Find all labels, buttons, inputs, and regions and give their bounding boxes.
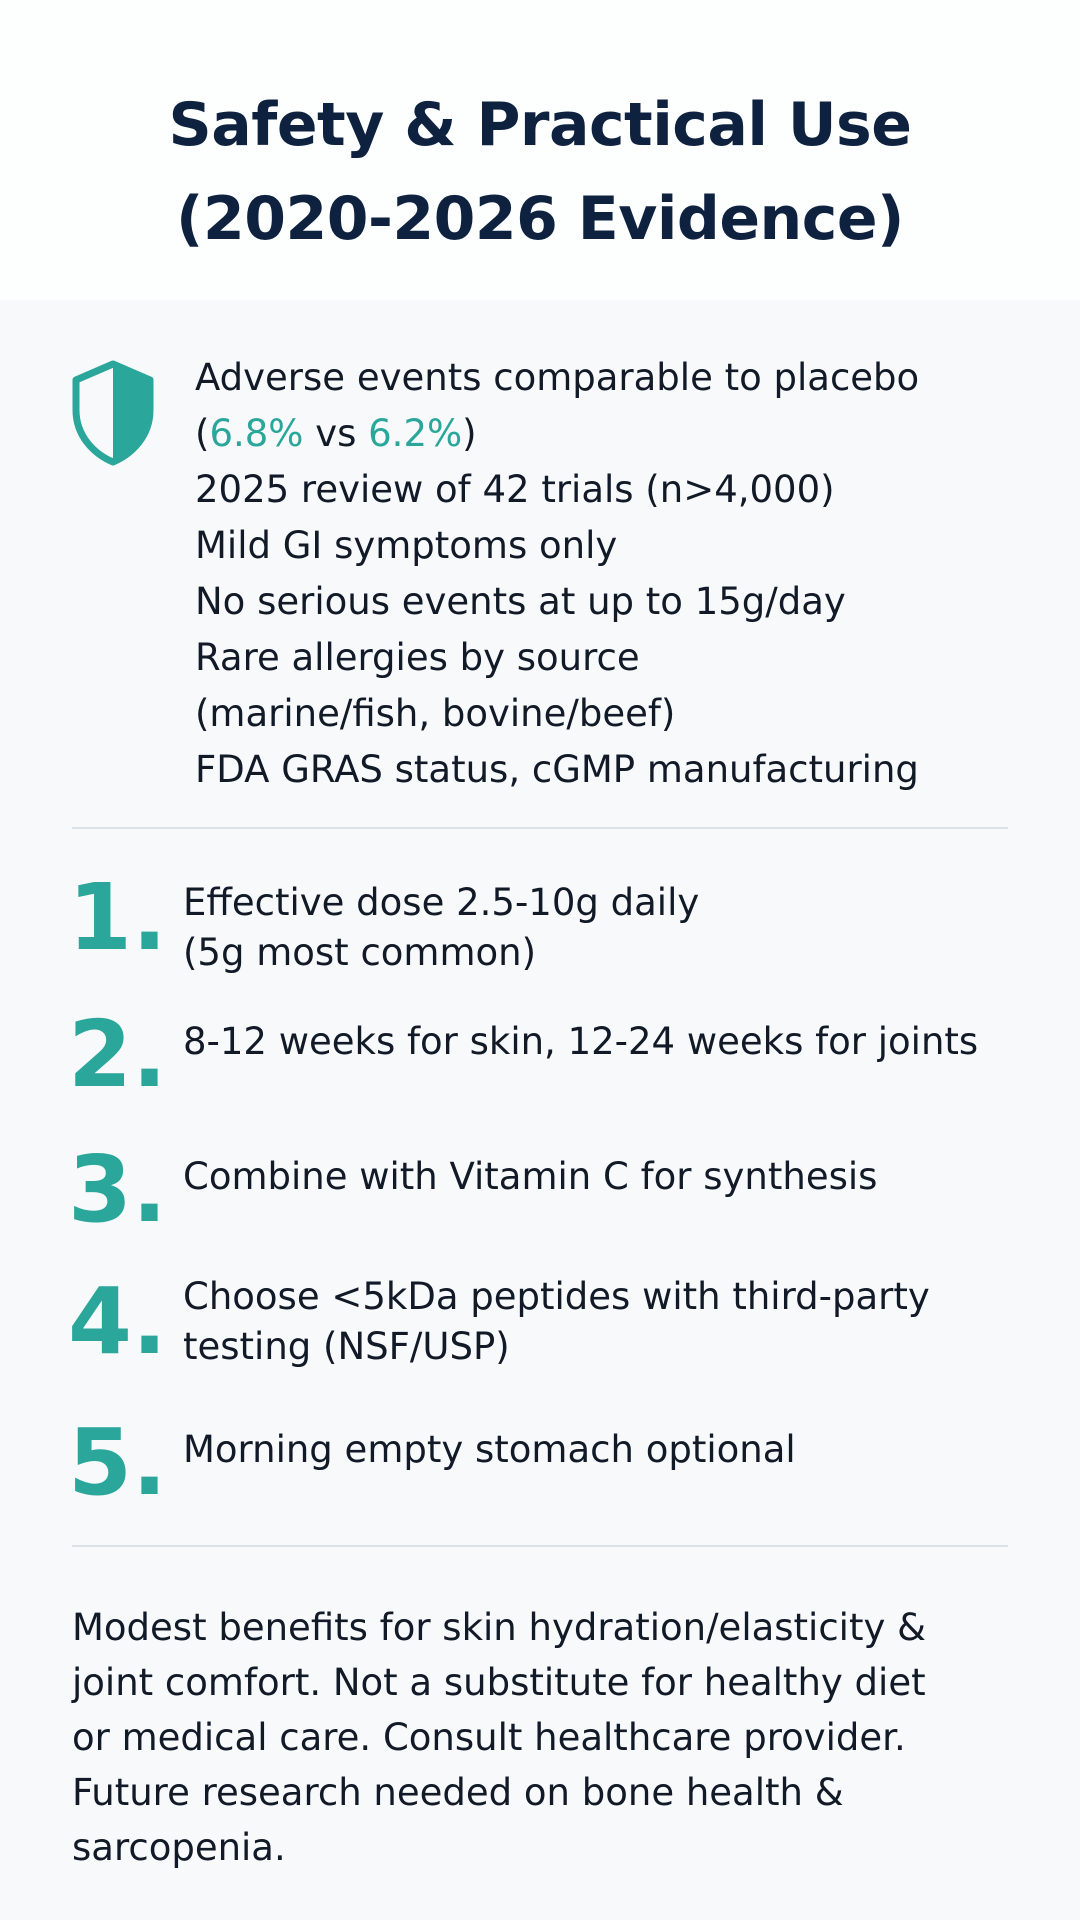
safety-facts — [195, 350, 1055, 798]
header — [0, 0, 1080, 300]
placebo-rate-control: 6.2% — [368, 412, 463, 455]
summary-note — [72, 1600, 1022, 1875]
step-number: 2. — [68, 1001, 167, 1108]
safety-line-gi: Mild GI symptoms only — [195, 524, 618, 567]
summary-line: sarcopenia. — [72, 1826, 286, 1869]
step-number: 3. — [68, 1136, 167, 1243]
safety-line-adverse-events: Adverse events comparable to placebo — [195, 356, 920, 399]
step-number: 4. — [68, 1268, 167, 1375]
summary-line: joint comfort. Not a substitute for healthy diet — [72, 1661, 926, 1704]
step-text: Effective dose 2.5-10g daily (5g most common) — [183, 881, 700, 974]
safety-line-fda: FDA GRAS status, cGMP manufacturing — [195, 748, 919, 791]
safety-line-serious-events: No serious events at up to 15g/day — [195, 580, 846, 623]
step-text: Morning empty stomach optional — [183, 1428, 796, 1471]
step-text: Combine with Vitamin C for synthesis — [183, 1155, 878, 1198]
safety-line-allergy-sources: (marine/fish, bovine/beef) — [195, 692, 676, 735]
page-title — [0, 78, 1080, 266]
shield-icon — [68, 358, 158, 468]
safety-line-allergies: Rare allergies by source — [195, 636, 640, 679]
step-text: Choose <5kDa peptides with third-party testing (NSF/USP) — [183, 1275, 930, 1368]
step-number: 5. — [68, 1409, 167, 1516]
safety-line-review: 2025 review of 42 trials (n>4,000) — [195, 468, 835, 511]
step-number: 1. — [68, 864, 167, 971]
summary-line: or medical care. Consult healthcare provider. — [72, 1716, 906, 1759]
divider — [72, 1545, 1008, 1547]
step-text: 8-12 weeks for skin, 12-24 weeks for joints — [183, 1020, 979, 1063]
summary-line: Modest benefits for skin hydration/elasticity & — [72, 1606, 926, 1649]
summary-line: Future research needed on bone health & — [72, 1771, 844, 1814]
page-title-line-2: (2020-2026 Evidence) — [176, 184, 904, 254]
safety-section — [0, 350, 1080, 790]
page-title-line-1: Safety & Practical Use — [168, 90, 912, 160]
safety-line-rates: (6.8% vs 6.2%) — [195, 412, 477, 455]
placebo-rate-treatment: 6.8% — [209, 412, 304, 455]
divider — [72, 827, 1008, 829]
